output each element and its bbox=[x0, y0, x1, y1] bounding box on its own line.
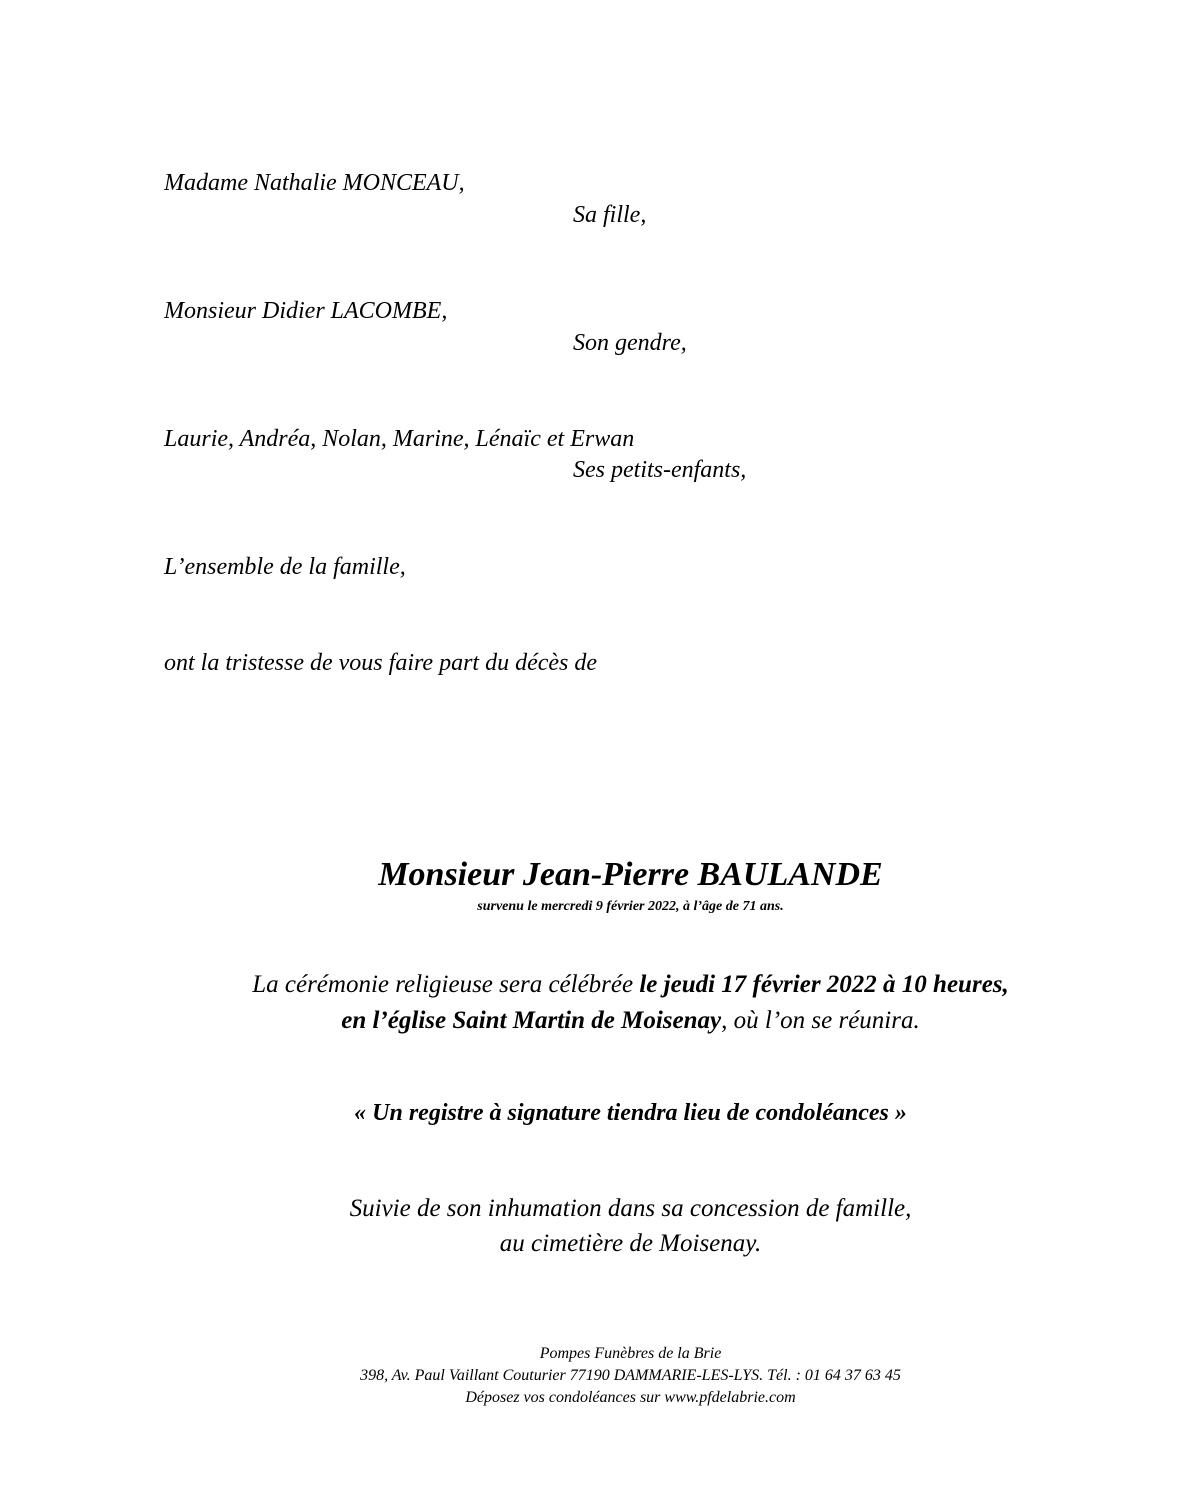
footer-company: Pompes Funèbres de la Brie bbox=[539, 1345, 722, 1362]
grandchildren-role: Ses petits-enfants, bbox=[573, 457, 747, 483]
ceremony-line-1 bbox=[40, 970, 1181, 1000]
son-in-law-name: Monsieur Didier LACOMBE, bbox=[164, 298, 448, 324]
death-info: survenu le mercredi 9 février 2022, à l’âge de 71 ans. bbox=[477, 899, 784, 914]
whole-family: L’ensemble de la famille, bbox=[164, 554, 406, 580]
announcement-text: ont la tristesse de vous faire part du décès de bbox=[164, 650, 598, 676]
register-note: « Un registre à signature tiendra lieu de condoléances » bbox=[354, 1100, 907, 1126]
son-in-law-role: Son gendre, bbox=[573, 330, 687, 356]
burial-line-2: au cimetière de Moisenay. bbox=[499, 1230, 762, 1257]
daughter-role: Sa fille, bbox=[573, 202, 647, 228]
ceremony-date: le jeudi 17 février 2022 à 10 heures, bbox=[639, 971, 1009, 998]
footer-website: Déposez vos condoléances sur www.pfdelabrie.com bbox=[465, 1389, 796, 1406]
ceremony-location: en l’église Saint Martin de Moisenay bbox=[341, 1007, 722, 1034]
ceremony-gathering: , où l’on se réunira. bbox=[721, 1007, 920, 1034]
burial-line-1: Suivie de son inhumation dans sa concession de famille, bbox=[349, 1195, 912, 1222]
grandchildren-names: Laurie, Andréa, Nolan, Marine, Lénaïc et Erwan bbox=[164, 426, 635, 452]
deceased-name: Monsieur Jean-Pierre BAULANDE bbox=[378, 856, 883, 893]
ceremony-intro: La cérémonie religieuse sera célébrée bbox=[252, 971, 640, 998]
ceremony-line-2 bbox=[40, 1006, 1181, 1036]
daughter-name: Madame Nathalie MONCEAU, bbox=[164, 170, 465, 196]
footer-address: 398, Av. Paul Vaillant Couturier 77190 DAMMARIE-LES-LYS. Tél. : 01 64 37 63 45 bbox=[360, 1367, 901, 1384]
